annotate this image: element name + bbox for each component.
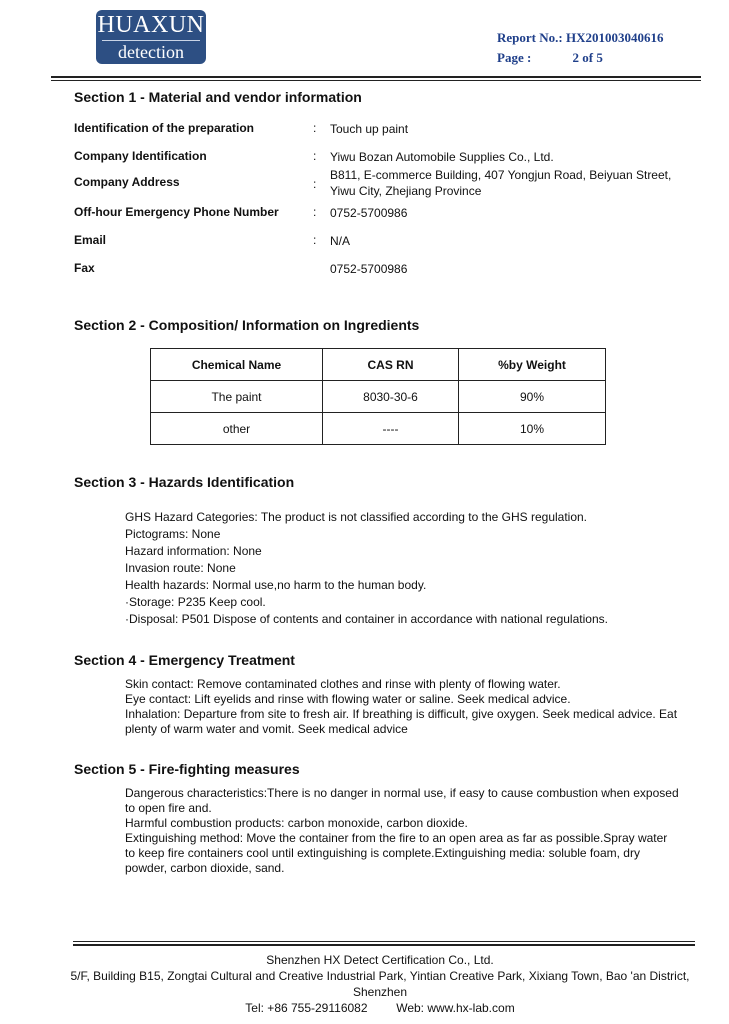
colon-identification: :: [313, 121, 317, 135]
page-label: Page :: [497, 50, 532, 65]
colon-emergency-phone: :: [313, 205, 317, 219]
hazard-line: Invasion route: None: [125, 561, 236, 575]
emergency-line: Eye contact: Lift eyelids and rinse with flowing water or saline. Seek medical advice.: [125, 692, 571, 706]
value-email: N/A: [330, 234, 351, 248]
report-info: [497, 28, 663, 68]
report-no-value: HX201003040616: [565, 30, 664, 45]
section4-title: Section 4 - Emergency Treatment: [74, 652, 295, 668]
footer-address: 5/F, Building B15, Zongtai Cultural and Creative Industrial Park, Yintian Creative Park, Xixiang Town, Bao 'an District, Shenzhen: [70, 969, 690, 999]
cell-cas-rn: 8030-30-6: [323, 381, 459, 413]
hazard-line: ·Storage: P235 Keep cool.: [125, 595, 266, 609]
label-fax: Fax: [74, 261, 95, 275]
footer-tel: Tel: +86 755-29116082: [245, 1001, 368, 1015]
header-divider: [51, 76, 701, 78]
table-row: [151, 381, 606, 413]
fire-line: Extinguishing method: Move the container from the fire to an open area as far as possible.Spray water to keep fire containers cool until extinguishing is complete.Extinguishing media: soluble foam, dry powder, carbon dioxide, sand.: [125, 831, 668, 875]
value-address: B811, E-commerce Building, 407 Yongjun Road, Beiyuan Street, Yiwu City, Zhejiang Province: [330, 168, 672, 198]
label-company: Company Identification: [74, 149, 207, 163]
header-cas-rn: CAS RN: [323, 349, 459, 381]
fire-line: Harmful combustion products: carbon monoxide, carbon dioxide.: [125, 816, 468, 830]
footer-divider: [73, 944, 695, 946]
logo-divider: [102, 40, 200, 41]
hazard-line: GHS Hazard Categories: The product is not classified according to the GHS regulation.: [125, 510, 588, 524]
footer-company: Shenzhen HX Detect Certification Co., Ltd.: [266, 953, 494, 967]
table-header-row: [151, 349, 606, 381]
hazard-line: Health hazards: Normal use,no harm to the human body.: [125, 578, 427, 592]
section2-title: Section 2 - Composition/ Information on Ingredients: [74, 317, 420, 333]
section1-title: Section 1 - Material and vendor information: [74, 89, 362, 105]
value-identification: Touch up paint: [330, 122, 409, 136]
table-row: [151, 413, 606, 445]
cell-cas-rn: ----: [323, 413, 459, 445]
footer-contact: [60, 1000, 700, 1016]
cell-chemical-name: The paint: [151, 381, 323, 413]
logo-line2: detection: [118, 42, 184, 62]
hazard-line: Pictograms: None: [125, 527, 221, 541]
hazard-line: Hazard information: None: [125, 544, 262, 558]
header-divider-thin: [51, 80, 701, 81]
section3-title: Section 3 - Hazards Identification: [74, 474, 295, 490]
header-by-weight: %by Weight: [459, 349, 606, 381]
colon-email: :: [313, 233, 317, 247]
hazards-text: [125, 509, 685, 628]
cell-by-weight: 10%: [459, 413, 606, 445]
colon-address: :: [313, 177, 317, 191]
report-no-label: Report No.:: [497, 30, 563, 45]
hazard-line: ·Disposal: P501 Dispose of contents and container in accordance with national regulations.: [125, 612, 608, 626]
value-fax: 0752-5700986: [330, 262, 408, 276]
fire-line: Dangerous characteristics:There is no danger in normal use, if easy to cause combustion when exposed to open fire and.: [125, 786, 679, 815]
header-chemical-name: Chemical Name: [151, 349, 323, 381]
emergency-line: Skin contact: Remove contaminated clothes and rinse with plenty of flowing water.: [125, 677, 561, 691]
footer-divider-thin: [73, 941, 695, 942]
company-logo: [96, 10, 206, 64]
footer-web: Web: www.hx-lab.com: [396, 1001, 515, 1015]
label-email: Email: [74, 233, 107, 247]
label-address: Company Address: [74, 175, 180, 189]
footer: [60, 952, 700, 1016]
emergency-line: Inhalation: Departure from site to fresh air. If breathing is difficult, give oxygen. Seek medical advice. Eat plenty of warm water and vomit. Seek medical advice: [125, 707, 678, 736]
label-emergency-phone: Off-hour Emergency Phone Number: [74, 205, 279, 219]
cell-chemical-name: other: [151, 413, 323, 445]
section5-title: Section 5 - Fire-fighting measures: [74, 761, 300, 777]
cell-by-weight: 90%: [459, 381, 606, 413]
label-identification: Identification of the preparation: [74, 121, 255, 135]
value-company: Yiwu Bozan Automobile Supplies Co., Ltd.: [330, 150, 554, 164]
fire-fighting-text: [125, 786, 680, 876]
composition-table: [150, 348, 606, 445]
page-value: 2 of 5: [572, 50, 603, 65]
colon-company: :: [313, 149, 317, 163]
emergency-text: [125, 677, 680, 737]
value-emergency-phone: 0752-5700986: [330, 206, 408, 220]
logo-line1: HUAXUN: [97, 12, 205, 38]
